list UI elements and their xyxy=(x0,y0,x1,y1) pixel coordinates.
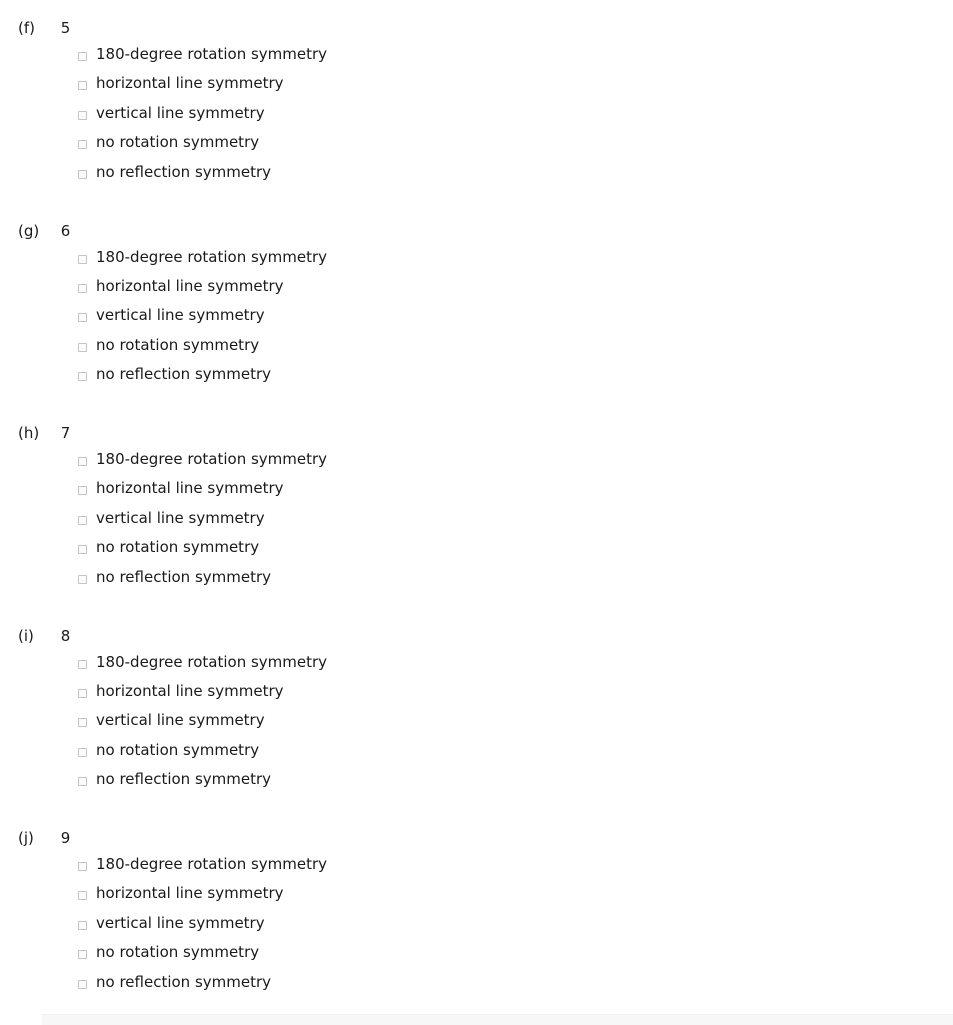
option-checkbox[interactable] xyxy=(78,891,87,900)
option-label[interactable]: vertical line symmetry xyxy=(96,508,265,527)
option-item xyxy=(78,478,327,507)
option-item xyxy=(78,508,327,537)
option-item xyxy=(78,972,327,1001)
question-label: (i) xyxy=(18,626,34,645)
option-checkbox[interactable] xyxy=(78,52,87,61)
option-label[interactable]: 180-degree rotation symmetry xyxy=(96,855,328,873)
option-item xyxy=(78,305,327,334)
question-label: (f) xyxy=(18,19,35,37)
option-item xyxy=(78,449,327,478)
option-label[interactable]: no rotation symmetry xyxy=(96,335,260,354)
option-item xyxy=(78,247,327,276)
option-checkbox[interactable] xyxy=(78,457,87,466)
option-item xyxy=(78,681,327,710)
question-number: 5 xyxy=(60,19,71,37)
option-label[interactable]: no reflection symmetry xyxy=(96,770,272,789)
option-item xyxy=(78,942,327,971)
option-label[interactable]: 180-degree rotation symmetry xyxy=(96,450,328,468)
option-checkbox[interactable] xyxy=(78,689,87,698)
option-item xyxy=(78,132,327,161)
option-label[interactable]: no rotation symmetry xyxy=(96,740,260,759)
option-checkbox[interactable] xyxy=(78,718,87,727)
option-checkbox[interactable] xyxy=(78,313,87,322)
option-item xyxy=(78,883,327,912)
option-label[interactable]: horizontal line symmetry xyxy=(96,884,284,903)
question-header xyxy=(18,18,70,38)
option-item xyxy=(78,44,327,73)
option-list xyxy=(78,652,327,799)
option-item xyxy=(78,103,327,132)
option-item xyxy=(78,567,327,596)
option-item xyxy=(78,769,327,798)
option-label[interactable]: no rotation symmetry xyxy=(96,133,260,152)
option-label[interactable]: vertical line symmetry xyxy=(96,711,265,730)
footer-divider xyxy=(42,1014,953,1025)
option-checkbox[interactable] xyxy=(78,660,87,669)
option-checkbox[interactable] xyxy=(78,284,87,293)
option-list xyxy=(78,854,327,1001)
option-item xyxy=(78,740,327,769)
option-checkbox[interactable] xyxy=(78,921,87,930)
option-item xyxy=(78,364,327,393)
question-header xyxy=(18,626,70,646)
option-checkbox[interactable] xyxy=(78,255,87,264)
option-checkbox[interactable] xyxy=(78,575,87,584)
option-checkbox[interactable] xyxy=(78,486,87,495)
option-checkbox[interactable] xyxy=(78,372,87,381)
option-item xyxy=(78,913,327,942)
option-list xyxy=(78,449,327,596)
option-label[interactable]: no rotation symmetry xyxy=(96,943,260,962)
option-checkbox[interactable] xyxy=(78,950,87,959)
question-label: (j) xyxy=(18,829,34,847)
option-label[interactable]: horizontal line symmetry xyxy=(96,479,284,498)
option-label[interactable]: vertical line symmetry xyxy=(96,306,265,325)
option-label[interactable]: 180-degree rotation symmetry xyxy=(96,45,328,63)
option-label[interactable]: vertical line symmetry xyxy=(96,913,265,932)
option-label[interactable]: no rotation symmetry xyxy=(96,538,260,557)
question-number: 6 xyxy=(60,221,71,240)
question-number: 7 xyxy=(60,424,71,442)
option-item xyxy=(78,276,327,305)
question-header xyxy=(18,221,70,241)
option-label[interactable]: no reflection symmetry xyxy=(96,567,272,586)
option-label[interactable]: 180-degree rotation symmetry xyxy=(96,247,328,266)
option-label[interactable]: horizontal line symmetry xyxy=(96,74,284,93)
option-checkbox[interactable] xyxy=(78,545,87,554)
question-number: 8 xyxy=(60,626,71,645)
question-header xyxy=(18,828,70,848)
question-label: (h) xyxy=(18,424,40,442)
question-label: (g) xyxy=(18,221,40,240)
option-item xyxy=(78,537,327,566)
option-item xyxy=(78,335,327,364)
option-label[interactable]: no reflection symmetry xyxy=(96,972,272,991)
option-checkbox[interactable] xyxy=(78,862,87,871)
option-checkbox[interactable] xyxy=(78,81,87,90)
option-item xyxy=(78,854,327,883)
option-list xyxy=(78,44,327,191)
option-checkbox[interactable] xyxy=(78,140,87,149)
option-label[interactable]: 180-degree rotation symmetry xyxy=(96,652,328,671)
option-item xyxy=(78,73,327,102)
option-checkbox[interactable] xyxy=(78,343,87,352)
option-checkbox[interactable] xyxy=(78,980,87,989)
question-number: 9 xyxy=(60,829,71,847)
option-label[interactable]: vertical line symmetry xyxy=(96,103,265,122)
option-item xyxy=(78,710,327,739)
option-checkbox[interactable] xyxy=(78,516,87,525)
option-checkbox[interactable] xyxy=(78,111,87,120)
option-checkbox[interactable] xyxy=(78,170,87,179)
question-header xyxy=(18,423,70,443)
option-label[interactable]: horizontal line symmetry xyxy=(96,681,284,700)
option-item xyxy=(78,652,327,681)
option-label[interactable]: no reflection symmetry xyxy=(96,365,272,384)
option-checkbox[interactable] xyxy=(78,777,87,786)
option-label[interactable]: no reflection symmetry xyxy=(96,162,272,181)
option-label[interactable]: horizontal line symmetry xyxy=(96,276,284,295)
option-item xyxy=(78,162,327,191)
option-checkbox[interactable] xyxy=(78,748,87,757)
option-list xyxy=(78,247,327,394)
